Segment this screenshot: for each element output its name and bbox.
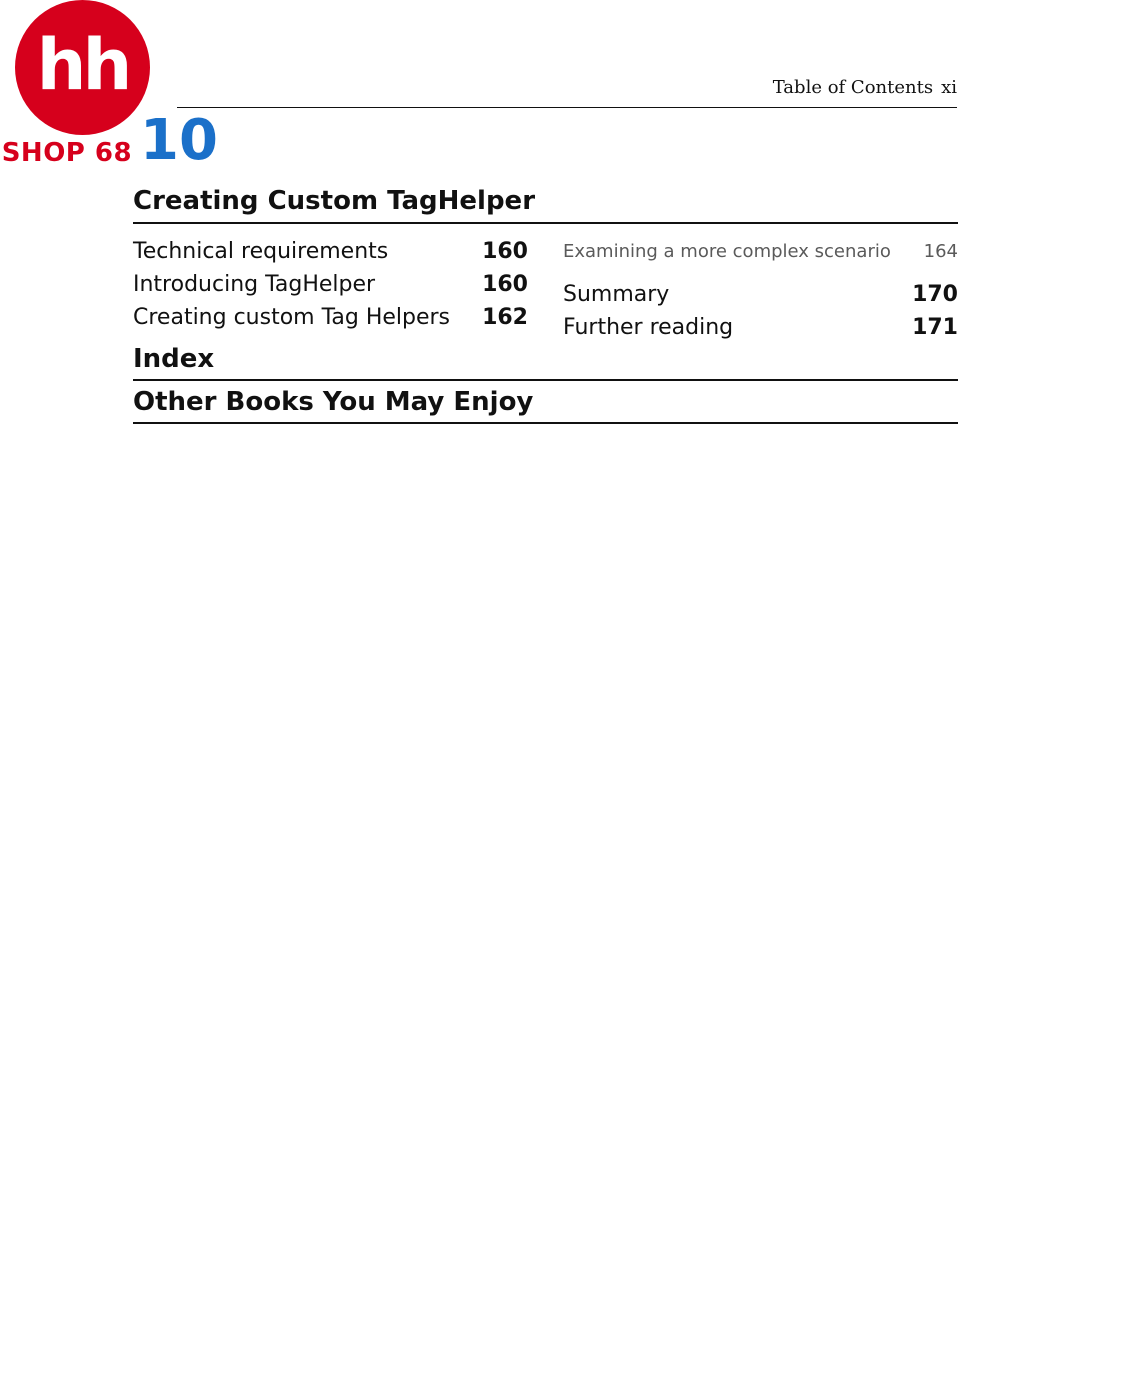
toc-entry-page: 162 (482, 305, 528, 330)
chapter-title-section (133, 185, 958, 224)
other-books-title[interactable]: Other Books You May Enjoy (133, 387, 534, 417)
running-header-title: Table of Contents (772, 77, 934, 98)
toc-entry-page: 160 (482, 272, 528, 297)
toc-entry-label: Creating custom Tag Helpers (133, 305, 451, 330)
toc-entry-label: Further reading (563, 315, 734, 340)
toc-entry-label: Summary (563, 282, 670, 307)
chapter-number-text: 10 (140, 108, 218, 173)
toc-sub-entry[interactable] (563, 238, 958, 266)
index-section (133, 343, 958, 381)
shop-label (0, 138, 132, 168)
hh-logo-text: hh (36, 23, 129, 106)
toc-entry-label: Technical requirements (133, 239, 389, 264)
chapter-title[interactable]: Creating Custom TagHelper (133, 186, 536, 216)
toc-entry-label: Introducing TagHelper (133, 272, 376, 297)
toc-entry-page: 170 (912, 282, 958, 307)
running-header-page: xi (941, 77, 957, 98)
other-books-section (133, 386, 958, 424)
hh-logo (15, 0, 150, 135)
toc-sub-entry-page: 164 (923, 241, 958, 262)
toc-entry[interactable] (133, 238, 528, 268)
index-title[interactable]: Index (133, 344, 215, 374)
toc-entry[interactable] (563, 281, 958, 311)
toc-entry[interactable] (563, 314, 958, 344)
toc-entry[interactable] (133, 271, 528, 301)
chapter-number (140, 108, 218, 175)
toc-entry[interactable] (133, 304, 528, 334)
running-header (177, 74, 957, 108)
shop-text: SHOP 68 (1, 138, 133, 168)
toc-entry-page: 160 (482, 239, 528, 264)
toc-entry-page: 171 (912, 315, 958, 340)
toc-sub-entry-label: Examining a more complex scenario (563, 241, 891, 262)
